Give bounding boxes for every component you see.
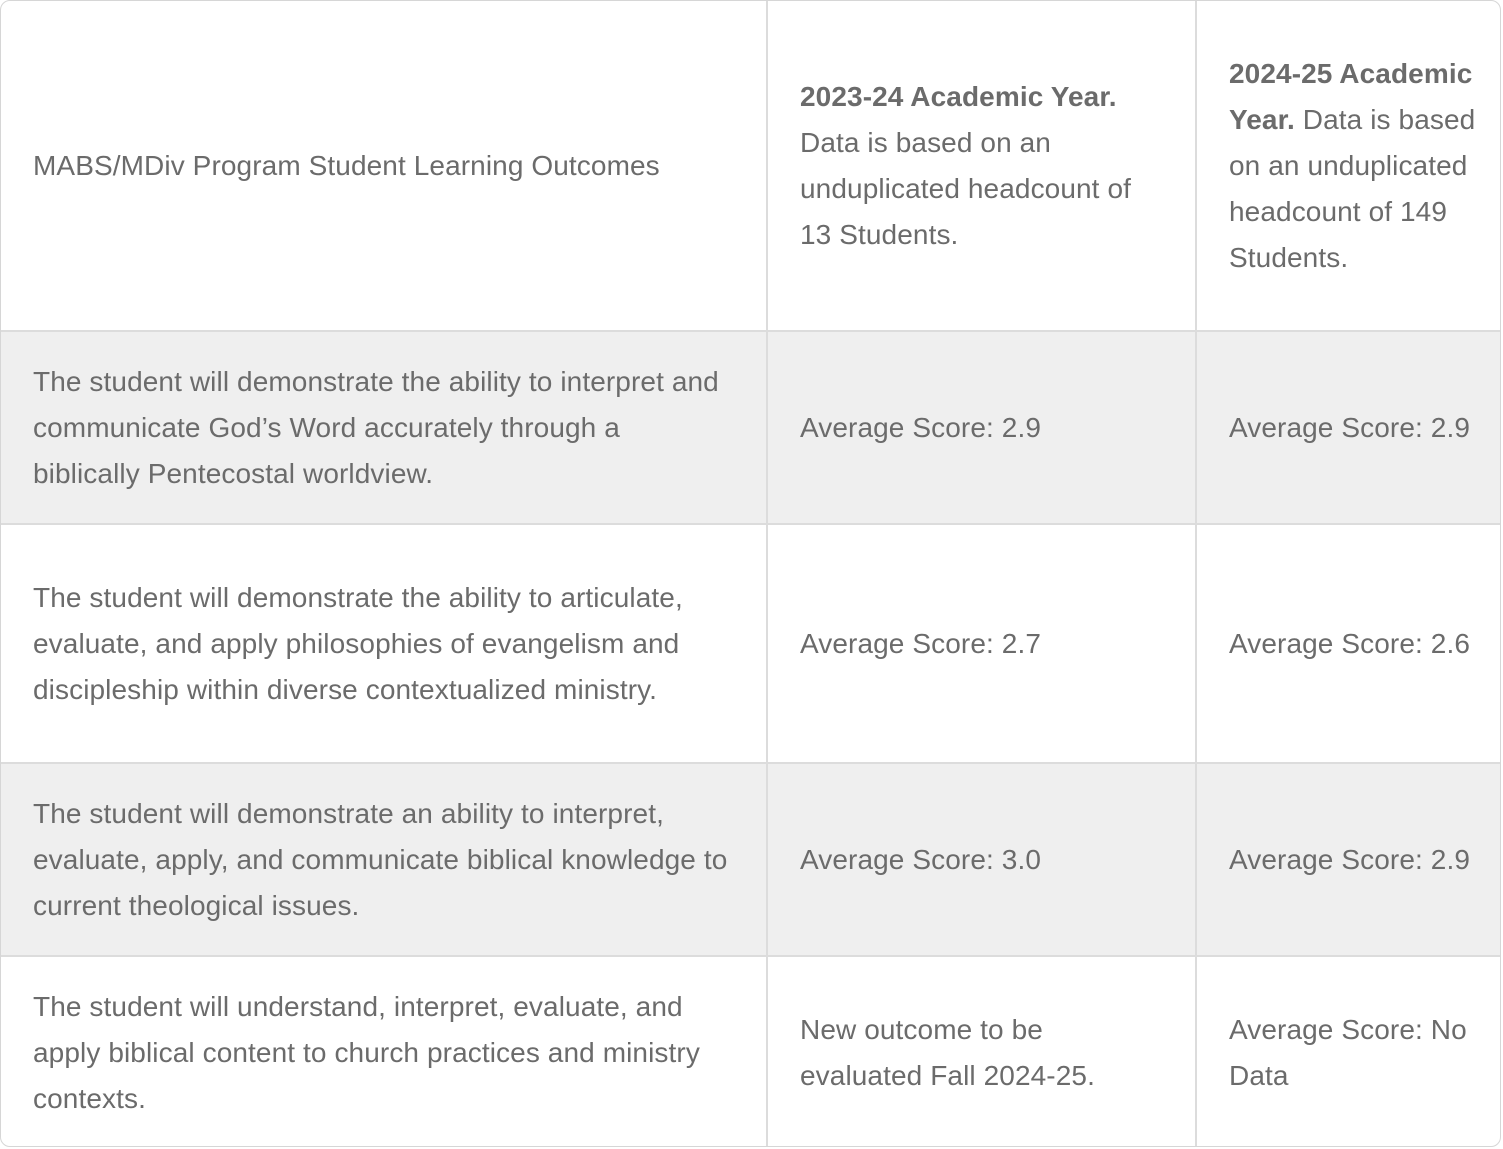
header-2024-25 <box>1196 1 1501 331</box>
score-2023-24-cell: Average Score: 2.9 <box>767 331 1196 524</box>
outcome-cell: The student will demonstrate an ability to interpret, evaluate, apply, and communicate biblical knowledge to current theological issues. <box>1 763 767 956</box>
outcome-cell: The student will demonstrate the ability to articulate, evaluate, and apply philosophies of evangelism and discipleship within diverse contextualized ministry. <box>1 524 767 763</box>
table-row <box>1 956 1501 1147</box>
score-2023-24-cell: Average Score: 2.7 <box>767 524 1196 763</box>
header-2023-24-title: 2023-24 Academic Year. <box>800 80 1117 112</box>
outcomes-table <box>1 1 1501 1147</box>
outcome-cell: The student will understand, interpret, evaluate, and apply biblical content to church practices and ministry contexts. <box>1 956 767 1147</box>
header-2024-25-title: 2024-25 Academic Year. <box>1229 57 1473 135</box>
header-2023-24-note: Data is based on an unduplicated headcount of 13 Students. <box>800 126 1131 250</box>
table-header-row <box>1 1 1501 331</box>
header-outcomes-label: MABS/MDiv Program Student Learning Outcomes <box>33 149 660 181</box>
score-2023-24-cell: New outcome to be evaluated Fall 2024-25. <box>767 956 1196 1147</box>
outcome-cell: The student will demonstrate the ability to interpret and communicate God’s Word accurately through a biblically Pentecostal worldview. <box>1 331 767 524</box>
score-2024-25-cell: Average Score: No Data <box>1229 1013 1467 1091</box>
score-2024-25-cell: Average Score: 2.9 <box>1196 763 1501 956</box>
score-2024-25-cell: Average Score: 2.9 <box>1196 331 1501 524</box>
table-row <box>1 524 1501 763</box>
table-row <box>1 763 1501 956</box>
header-outcomes <box>1 1 767 331</box>
header-2023-24 <box>767 1 1196 331</box>
header-2024-25-note: Data is based on an unduplicated headcount of 149 Students. <box>1229 103 1476 273</box>
table-row <box>1 331 1501 524</box>
score-2024-25-cell: Average Score: 2.6 <box>1196 524 1501 763</box>
score-2023-24-cell: Average Score: 3.0 <box>767 763 1196 956</box>
